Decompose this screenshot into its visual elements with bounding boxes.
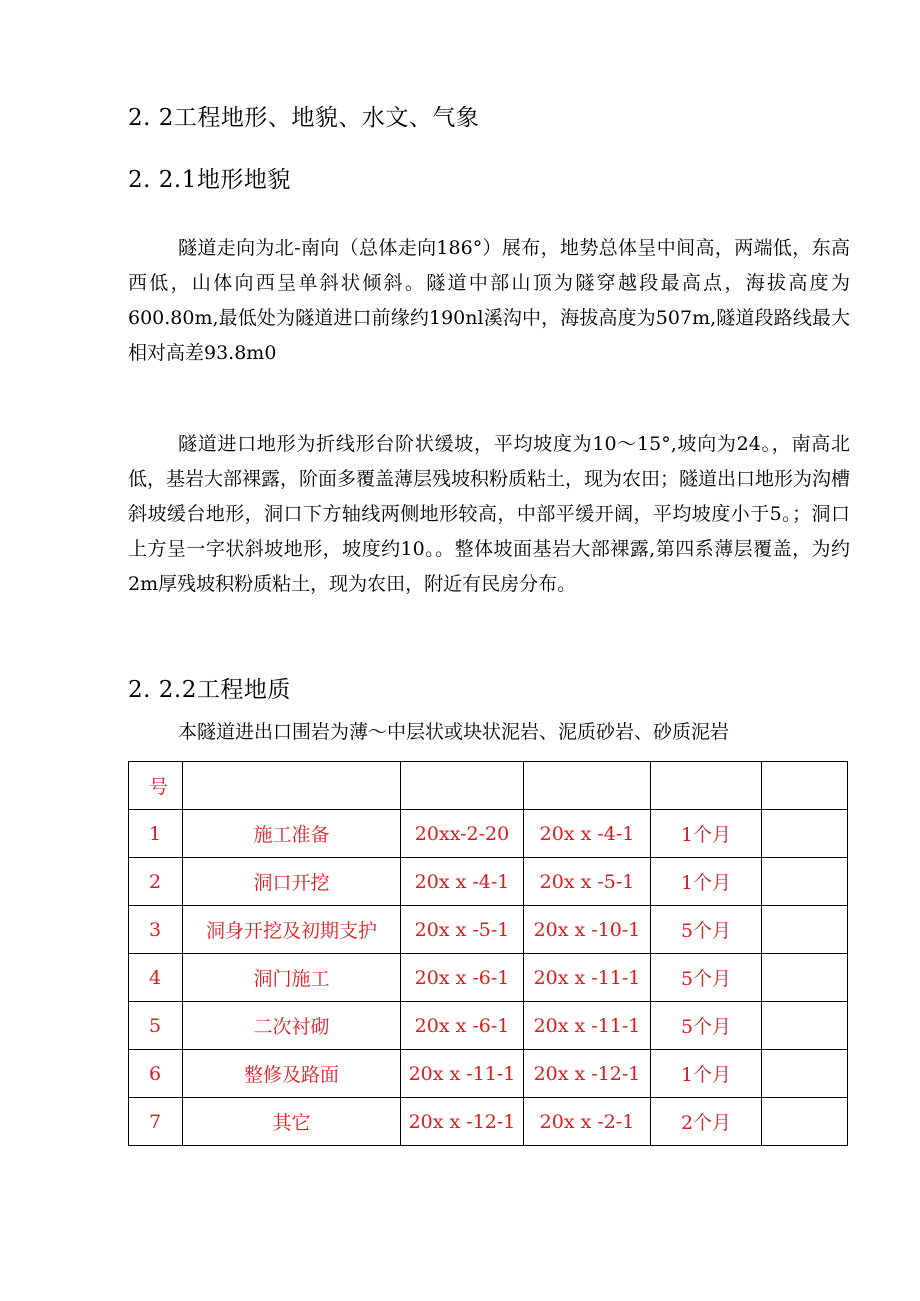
- table-cell-number: 4: [129, 954, 183, 1002]
- table-cell-number: 1: [129, 810, 183, 858]
- table-cell-empty: [762, 1098, 848, 1146]
- table-cell-duration: 5个月: [651, 906, 762, 954]
- table-cell-start: 20x x -6-1: [401, 954, 524, 1002]
- table-header-cell: [524, 762, 651, 810]
- table-cell-number: 2: [129, 858, 183, 906]
- subsection-heading-terrain: 2. 2.1地形地貌: [128, 167, 291, 193]
- table-cell-end: 20x x -10-1: [524, 906, 651, 954]
- table-cell-start: 20x x -12-1: [401, 1098, 524, 1146]
- table-cell-start: 20xx-2-20: [401, 810, 524, 858]
- subsection-heading-geology: 2. 2.2工程地质: [128, 677, 291, 703]
- table-header-row: [129, 762, 848, 810]
- table-cell-task: 二次衬砌: [183, 1002, 401, 1050]
- table-cell-empty: [762, 1050, 848, 1098]
- table-cell-task: 其它: [183, 1098, 401, 1146]
- table-cell-duration: 5个月: [651, 1002, 762, 1050]
- table-cell-empty: [762, 906, 848, 954]
- table-cell-duration: 1个月: [651, 858, 762, 906]
- table-cell-end: 20x x -12-1: [524, 1050, 651, 1098]
- table-cell-task: 洞口开挖: [183, 858, 401, 906]
- table-cell-duration: 1个月: [651, 1050, 762, 1098]
- table-cell-number: 5: [129, 1002, 183, 1050]
- table-cell-empty: [762, 810, 848, 858]
- paragraph-terrain-overview: 隧道走向为北-南向（总体走向186°）展布，地势总体呈中间高，两端低，东高西低，山体向西呈单斜状倾斜。隧道中部山顶为隧穿越段最高点，海拔高度为600.80m,最低处为隧道进口前缘约190nl溪沟中，海拔高度为507m,隧道段路线最大相对高差93.8m0: [128, 237, 850, 364]
- table-cell-start: 20x x -11-1: [401, 1050, 524, 1098]
- table-row: [129, 1002, 848, 1050]
- table-cell-end: 20x x -11-1: [524, 1002, 651, 1050]
- table-cell-empty: [762, 1002, 848, 1050]
- table-cell-duration: 2个月: [651, 1098, 762, 1146]
- table-cell-duration: 5个月: [651, 954, 762, 1002]
- paragraph-portal-terrain: 隧道进口地形为折线形台阶状缓坡，平均坡度为10～15°,坡向为24。，南高北低，基岩大部裸露，阶面多覆盖薄层残坡积粉质粘土，现为农田；隧道出口地形为沟槽斜坡缓台地形，洞口下方轴线两侧地形较高，中部平缓开阔，平均坡度小于5。；洞口上方呈一字状斜坡地形，坡度约10。。整体坡面基岩大部裸露,第四系薄层覆盖，为约2m厚残坡积粉质粘土，现为农田，附近有民房分布。: [128, 433, 851, 595]
- table-header-cell: [762, 762, 848, 810]
- table-row: [129, 954, 848, 1002]
- table-row: [129, 906, 848, 954]
- table-cell-task: 整修及路面: [183, 1050, 401, 1098]
- table-header-cell: [401, 762, 524, 810]
- table-header-cell: [183, 762, 401, 810]
- table-cell-empty: [762, 954, 848, 1002]
- table-cell-start: 20x x -5-1: [401, 906, 524, 954]
- table-cell-empty: [762, 858, 848, 906]
- table-cell-task: 洞门施工: [183, 954, 401, 1002]
- table-cell-task: 洞身开挖及初期支护: [183, 906, 401, 954]
- table-header-cell: 号: [129, 762, 183, 810]
- table-cell-start: 20x x -4-1: [401, 858, 524, 906]
- section-heading: 2. 2工程地形、地貌、水文、气象: [128, 105, 480, 131]
- construction-schedule-table: [128, 761, 848, 1146]
- table-row: [129, 1050, 848, 1098]
- table-cell-end: 20x x -4-1: [524, 810, 651, 858]
- table-cell-number: 3: [129, 906, 183, 954]
- table-cell-end: 20x x -11-1: [524, 954, 651, 1002]
- table-cell-end: 20x x -2-1: [524, 1098, 651, 1146]
- table-cell-end: 20x x -5-1: [524, 858, 651, 906]
- table-cell-task: 施工准备: [183, 810, 401, 858]
- table-cell-duration: 1个月: [651, 810, 762, 858]
- geology-intro-text: 本隧道进出口围岩为薄～中层状或块状泥岩、泥质砂岩、砂质泥岩: [178, 721, 730, 743]
- table-row: [129, 1098, 848, 1146]
- table-cell-number: 6: [129, 1050, 183, 1098]
- table-row: [129, 810, 848, 858]
- table-row: [129, 858, 848, 906]
- table-cell-number: 7: [129, 1098, 183, 1146]
- table-cell-start: 20x x -6-1: [401, 1002, 524, 1050]
- table-header-cell: [651, 762, 762, 810]
